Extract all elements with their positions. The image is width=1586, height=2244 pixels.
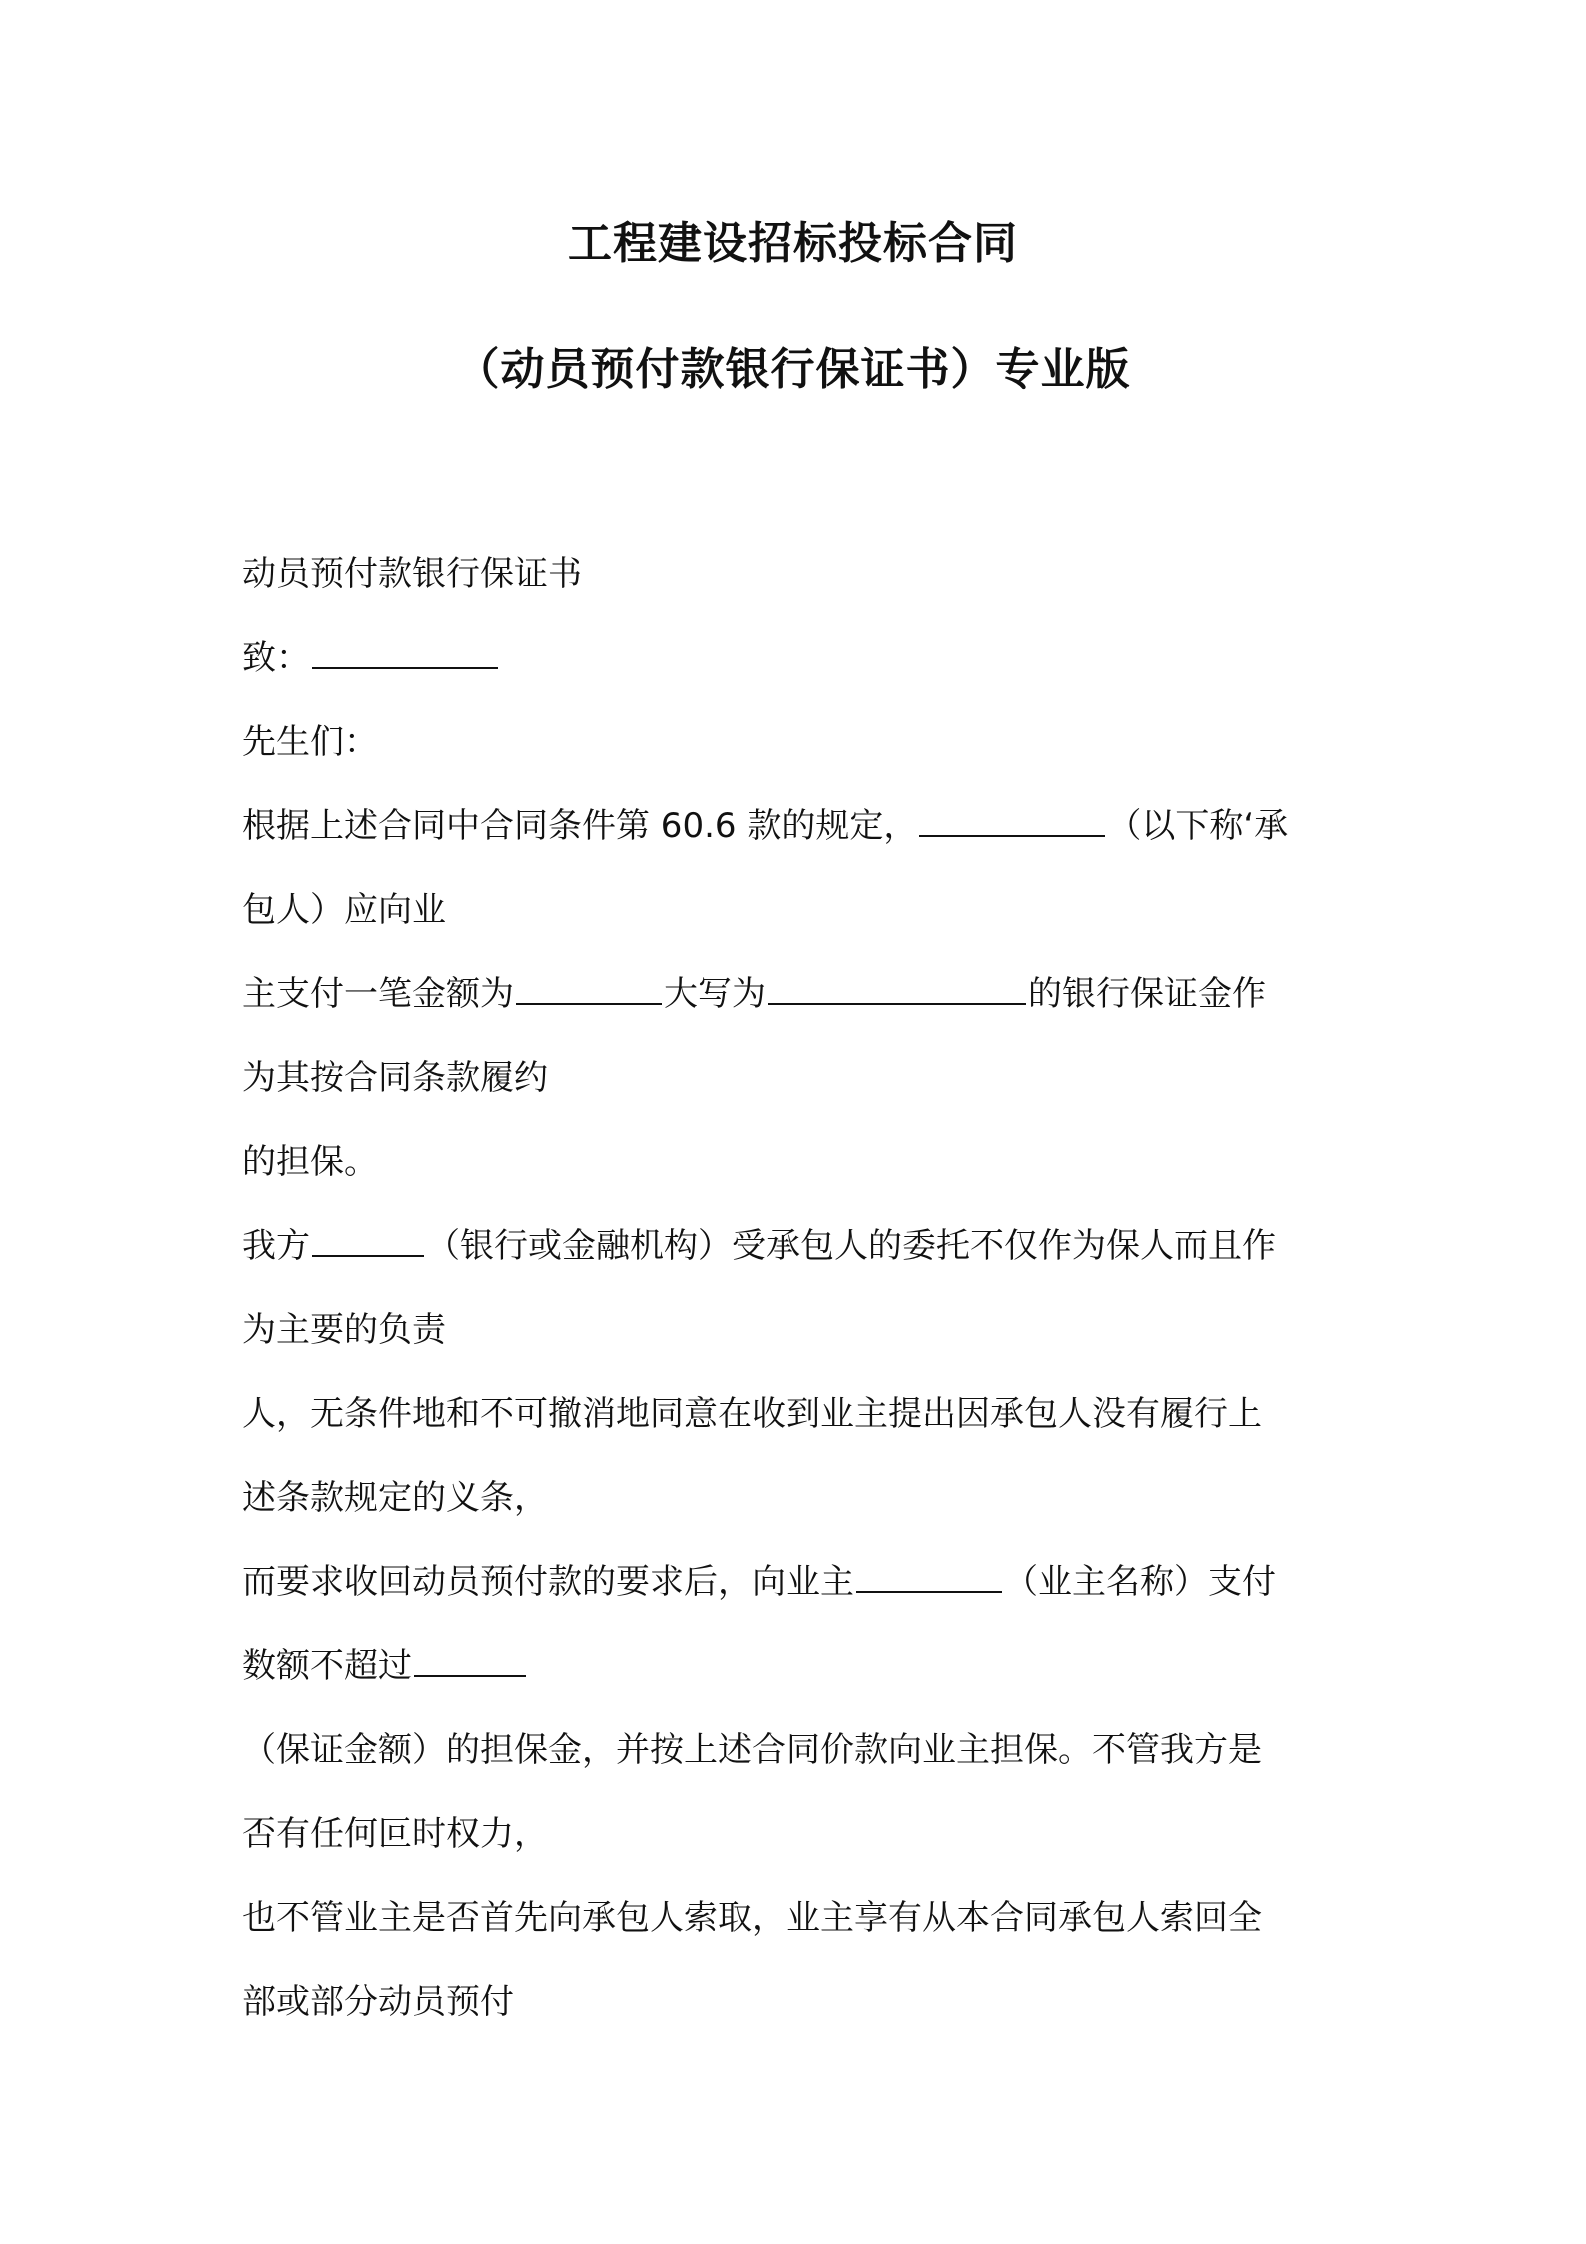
addressee-blank xyxy=(312,633,498,669)
paragraph-text: 的担保。 xyxy=(242,1142,378,1182)
paragraph-line xyxy=(242,1204,1362,1288)
paragraph-text: 数额不超过 xyxy=(242,1646,412,1686)
paragraph-line xyxy=(242,1624,1362,1708)
paragraph-text: 否有任何叵时权力， xyxy=(242,1814,548,1854)
paragraph-line xyxy=(242,1792,1362,1876)
document-body xyxy=(242,532,1362,2044)
paragraph-text: （以下称‘承 xyxy=(1107,806,1289,846)
paragraph-text: 大写为 xyxy=(664,974,766,1014)
paragraph-text: 人，无条件地和不可撤消地同意在收到业主提出因承包人没有履行上 xyxy=(242,1394,1262,1434)
section-heading-text: 动员预付款银行保证书 xyxy=(242,554,582,594)
guarantee-amount-blank xyxy=(414,1641,526,1677)
paragraph-text: 而要求收回动员预付款的要求后，向业主 xyxy=(242,1562,854,1602)
paragraph-text: （业主名称）支付 xyxy=(1004,1562,1276,1602)
paragraph-line xyxy=(242,1288,1362,1372)
salutation-text: 先生们： xyxy=(242,722,378,762)
paragraph-text: 部或部分动员预付 xyxy=(242,1982,514,2022)
paragraph-line xyxy=(242,1708,1362,1792)
paragraph-line xyxy=(242,1960,1362,2044)
paragraph-line xyxy=(242,1372,1362,1456)
paragraph-line xyxy=(242,952,1362,1036)
paragraph-text: （银行或金融机构）受承包人的委托不仅作为保人而且作 xyxy=(426,1226,1276,1266)
bank-blank xyxy=(312,1221,424,1257)
addressee-label: 致： xyxy=(242,638,310,678)
paragraph-line xyxy=(242,1876,1362,1960)
paragraph-text: 主支付一笔金额为 xyxy=(242,974,514,1014)
paragraph-text: （保证金额）的担保金，并按上述合同价款向业主担保。不管我方是 xyxy=(242,1730,1262,1770)
contractor-blank xyxy=(919,801,1105,837)
document-title: 工程建设招标投标合同 xyxy=(568,218,1018,269)
paragraph-text: 的银行保证金作 xyxy=(1028,974,1266,1014)
paragraph-text: 为其按合同条款履约 xyxy=(242,1058,548,1098)
owner-name-blank xyxy=(856,1557,1002,1593)
paragraph-line xyxy=(242,784,1362,868)
paragraph-line xyxy=(242,868,1362,952)
amount-blank xyxy=(516,969,662,1005)
paragraph-text: 也不管业主是否首先向承包人索取，业主享有从本合同承包人索回全 xyxy=(242,1898,1262,1938)
paragraph-text: 包人）应向业 xyxy=(242,890,446,930)
amount-in-words-blank xyxy=(768,969,1026,1005)
salutation-line xyxy=(242,700,1362,784)
paragraph-text: 述条款规定的义条， xyxy=(242,1478,548,1518)
paragraph-text: 我方 xyxy=(242,1226,310,1266)
paragraph-text: 根据上述合同中合同条件第 60.6 款的规定， xyxy=(242,806,918,846)
addressee-line xyxy=(242,616,1362,700)
paragraph-line xyxy=(242,1456,1362,1540)
paragraph-text: 为主要的负责 xyxy=(242,1310,446,1350)
paragraph-line xyxy=(242,1120,1362,1204)
paragraph-line xyxy=(242,1036,1362,1120)
paragraph-line xyxy=(242,1540,1362,1624)
document-subtitle: （动员预付款银行保证书）专业版 xyxy=(455,344,1131,395)
section-heading xyxy=(242,532,1362,616)
